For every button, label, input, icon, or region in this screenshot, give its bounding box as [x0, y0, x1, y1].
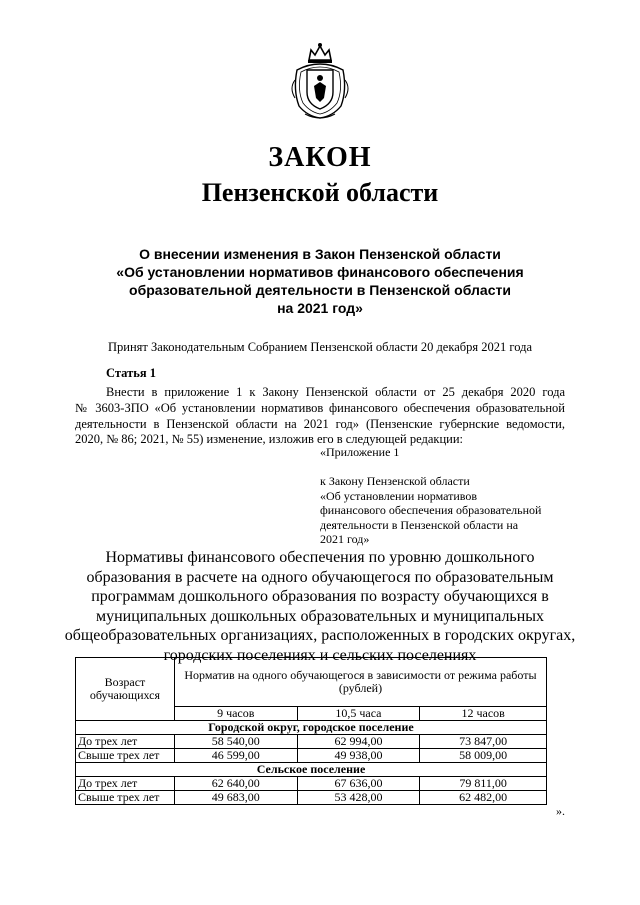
- section-title: Городской округ, городское поселение: [76, 721, 547, 735]
- norms-title: [40, 548, 600, 666]
- norms-title-line: муниципальных дошкольных образовательных и муниципальных: [95, 607, 545, 625]
- column-header: 9 часов: [174, 707, 297, 721]
- value-cell: 79 811,00: [420, 777, 547, 791]
- appendix-line: к Закону Пензенской области: [320, 474, 470, 488]
- value-cell: 49 683,00: [174, 791, 297, 805]
- article-body: [75, 385, 565, 448]
- norms-title-line: городских поселениях и сельских поселениях: [163, 646, 477, 664]
- article-title: Статья 1: [106, 366, 156, 380]
- table-section-row: [76, 721, 547, 735]
- value-cell: 58 009,00: [420, 749, 547, 763]
- table-row: [76, 735, 547, 749]
- appendix-line: 2021 год»: [320, 532, 370, 546]
- age-header-cell: Возраст обучающихся: [76, 658, 175, 721]
- value-cell: 46 599,00: [174, 749, 297, 763]
- body-line: 2020, № 86; 2021, № 55) изменение, изложив его в следующей редакции:: [75, 432, 463, 447]
- appendix-line: финансового обеспечения образовательной: [320, 503, 542, 517]
- row-label: Свыше трех лет: [76, 749, 175, 763]
- column-header: 10,5 часа: [297, 707, 420, 721]
- norms-title-line: общеобразовательных организациях, расположенных в городских округах,: [64, 627, 576, 645]
- value-cell: 73 847,00: [420, 735, 547, 749]
- value-cell: 62 994,00: [297, 735, 420, 749]
- region-title: Пензенской области: [201, 178, 439, 207]
- body-line: Внести в приложение 1 к Закону Пензенской области от 25 декабря 2020 года: [106, 385, 565, 399]
- norms-title-line: Нормативы финансового обеспечения по уровню дошкольного: [105, 549, 535, 566]
- value-cell: 58 540,00: [174, 735, 297, 749]
- value-cell: 62 640,00: [174, 777, 297, 791]
- value-cell: 67 636,00: [297, 777, 420, 791]
- appendix-spacer: [320, 460, 570, 475]
- row-label: До трех лет: [76, 777, 175, 791]
- value-cell: 62 482,00: [420, 791, 547, 805]
- law-heading: [60, 245, 580, 317]
- law-heading-line: образовательной деятельности в Пензенской области: [129, 282, 511, 298]
- norms-title-line: образования в расчете на одного обучающегося по образовательным: [86, 568, 554, 586]
- table-row: [76, 777, 547, 791]
- adoption-note: Принят Законодательным Собранием Пензенской области 20 декабря 2021 года: [107, 340, 533, 354]
- body-line: деятельности в Пензенской области на 2021 год» (Пензенские губернские ведомости,: [75, 416, 565, 431]
- body-line: № 3603-ЗПО «Об установлении нормативов финансового обеспечения образовательной: [75, 400, 565, 415]
- value-cell: 53 428,00: [297, 791, 420, 805]
- section-title: Сельское поселение: [76, 763, 547, 777]
- norms-title-line: программам дошкольного образования по возрасту обучающихся в: [91, 588, 549, 606]
- appendix-line: «Об установлении нормативов: [320, 488, 478, 503]
- appendix-line: деятельности в Пензенской области на: [320, 517, 519, 532]
- value-cell: 49 938,00: [297, 749, 420, 763]
- norm-header-cell: Норматив на одного обучающегося в зависимости от режима работы (рублей): [174, 658, 546, 707]
- law-heading-line: «Об установлении нормативов финансового обеспечения: [116, 264, 524, 280]
- appendix-reference: [320, 445, 570, 547]
- row-label: До трех лет: [76, 735, 175, 749]
- table-row: [76, 791, 547, 805]
- table-section-row: [76, 763, 547, 777]
- law-heading-line: О внесении изменения в Закон Пензенской области: [139, 246, 501, 262]
- table-header-row: [76, 658, 547, 707]
- table-row: [76, 749, 547, 763]
- norms-table: [75, 657, 547, 805]
- law-heading-line: на 2021 год»: [277, 300, 363, 316]
- closing-quote-mark: ».: [556, 804, 565, 818]
- appendix-line: «Приложение 1: [320, 445, 400, 459]
- coat-of-arms-icon: [287, 40, 353, 120]
- row-label: Свыше трех лет: [76, 791, 175, 805]
- document-type-title: ЗАКОН: [268, 142, 372, 173]
- column-header: 12 часов: [420, 707, 547, 721]
